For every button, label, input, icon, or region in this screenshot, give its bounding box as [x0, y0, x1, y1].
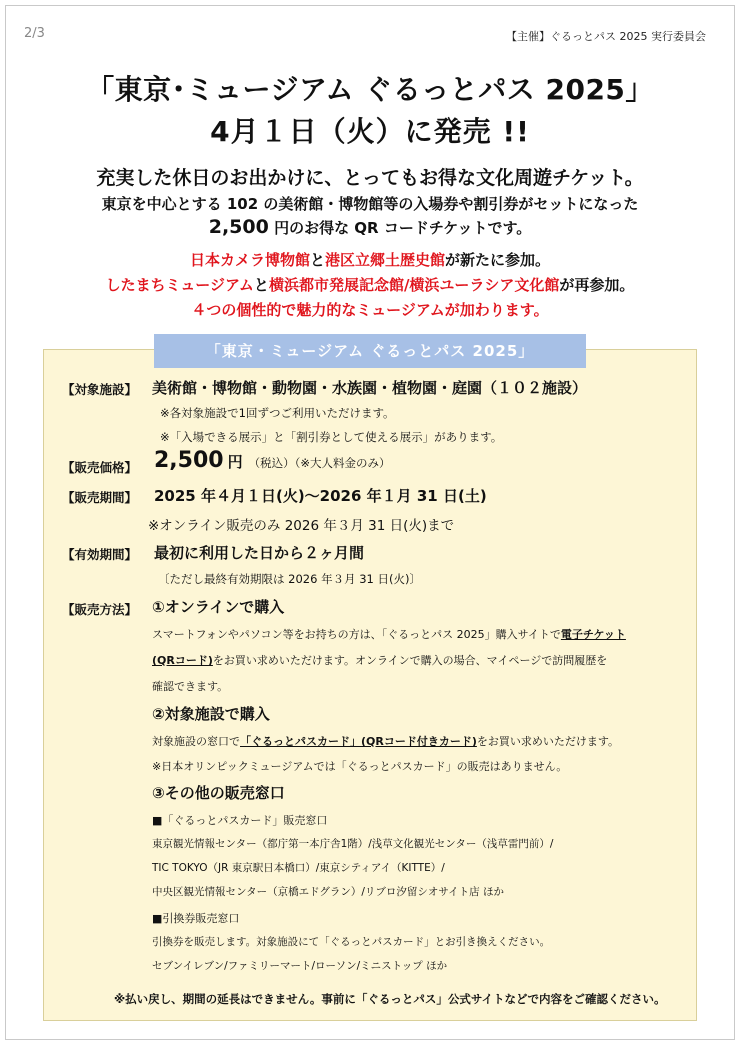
facility-text-b: をお買い求めいただけます。 — [476, 735, 620, 748]
news-suffix: が新たに参加。 — [445, 251, 551, 269]
headline-release-date: 4月１日（火）に発売 !! — [210, 115, 530, 148]
news-joiner: と — [309, 251, 325, 269]
facility-note: ※日本オリンピックミュージアムでは「ぐるっとパスカード」の販売はありません。 — [152, 760, 568, 773]
validity-label: 【有効期間】 — [62, 547, 138, 562]
organizer-credit: 【主催】ぐるっとパス 2025 実行委員会 — [506, 30, 706, 43]
facilities-value: 美術館・博物館・動物園・水族園・植物園・庭園（１０２施設） — [152, 379, 588, 397]
card-outlets-line-1: 東京観光情報センター（都庁第一本庁舎1階）/浅草文化観光センター（浅草雷門前）/ — [152, 838, 554, 850]
validity-value: 最初に利用した日から２ヶ月間 — [154, 544, 365, 562]
facilities-note-2: ※「入場できる展示」と「割引券として使える展示」があります。 — [160, 430, 503, 444]
lead-intro-rest: 円のお得な QR コードチケットです。 — [268, 219, 532, 237]
headline-title: 「東京･ミュージアム ぐるっとパス 2025」 — [86, 73, 654, 106]
facilities-note-1: ※各対象施設で1回ずつご利用いただけます。 — [160, 406, 395, 420]
facility-text-a: 対象施設の窓口で — [152, 735, 240, 748]
lead-price: 2,500 — [208, 216, 269, 238]
validity-note: 〔ただし最終有効期限は 2026 年３月 31 日(火)〕 — [158, 572, 421, 586]
online-text-2b: をお買い求めいただけます。オンラインで購入の場合、マイページで訪問履歴を — [212, 654, 608, 667]
facilities-label: 【対象施設】 — [62, 382, 138, 397]
news-museum-1: 日本カメラ博物館 — [189, 251, 310, 269]
period-label: 【販売期間】 — [62, 490, 138, 505]
card-outlets-line-3: 中央区観光情報センター（京橋エドグラン）/リブロ汐留シオサイト店 ほか — [152, 886, 505, 898]
news-museum-2: 港区立郷土歴史館 — [325, 251, 446, 269]
pass-card-link: 「ぐるっとパスカード」 — [240, 735, 361, 748]
qr-code-link: (QRコード) — [152, 654, 213, 667]
e-ticket-link: 電子チケット — [560, 628, 626, 641]
news-suffix: が再参加。 — [559, 276, 635, 294]
price-amount: 2,500 — [154, 448, 224, 473]
online-text-1 — [152, 626, 626, 642]
news-museum-3: したまちミュージアム — [105, 276, 254, 294]
price-note: （税込）（※大人料金のみ） — [248, 456, 391, 470]
news-joiner: と — [253, 276, 269, 294]
period-note: ※オンライン販売のみ 2026 年３月 31 日(火)まで — [148, 518, 455, 534]
voucher-line-1: 引換券を販売します。対象施設にて「ぐるっとパスカード」とお引き換えください。 — [152, 936, 551, 948]
online-text-1a: スマートフォンやパソコン等をお持ちの方は、「ぐるっとパス 2025」購入サイトで — [152, 628, 561, 641]
other-heading: ③その他の販売窓口 — [152, 784, 285, 802]
news-summary: ４つの個性的で魅力的なミュージアムが加わります。 — [191, 301, 549, 319]
lead-intro-line1: 東京を中心とする 102 の美術館・博物館等の入場券や割引券がセットになった — [101, 195, 639, 213]
voucher-heading: ■引換券販売窓口 — [152, 912, 240, 925]
footer-note: ※払い戻し、期間の延長はできません。事前に「ぐるっとパス」公式サイトなどで内容をご確認ください。 — [114, 992, 666, 1006]
period-value: 2025 年４月１日(火)～2026 年１月 31 日(土) — [154, 487, 487, 505]
qr-card-link: (QRコード付きカード) — [361, 735, 477, 748]
news-line-rejoin — [0, 274, 740, 295]
online-text-3: 確認できます。 — [152, 680, 229, 693]
price-unit: 円 — [227, 453, 243, 471]
page-number: 2/3 — [24, 26, 45, 41]
price-label: 【販売価格】 — [62, 460, 138, 475]
price-value — [154, 448, 391, 473]
online-text-2 — [152, 652, 607, 668]
facility-heading: ②対象施設で購入 — [152, 705, 270, 723]
methods-label: 【販売方法】 — [62, 602, 138, 617]
voucher-line-2: セブンイレブン/ファミリーマート/ローソン/ミニストップ ほか — [152, 960, 448, 972]
facility-text — [152, 733, 619, 749]
online-heading: ①オンラインで購入 — [152, 598, 285, 616]
info-box-title: 「東京・ミュージアム ぐるっとパス 2025」 — [154, 334, 586, 368]
news-line-new — [0, 249, 740, 270]
lead-subtitle: 充実した休日のお出かけに、とってもお得な文化周遊チケット。 — [96, 167, 644, 189]
card-outlets-heading: ■「ぐるっとパスカード」販売窓口 — [152, 814, 328, 827]
lead-intro-line2 — [0, 216, 740, 238]
card-outlets-line-2: TIC TOKYO（JR 東京駅日本橋口）/東京シティアイ（KITTE）/ — [152, 862, 445, 874]
news-museum-4: 横浜都市発展記念館/横浜ユーラシア文化館 — [268, 276, 560, 294]
